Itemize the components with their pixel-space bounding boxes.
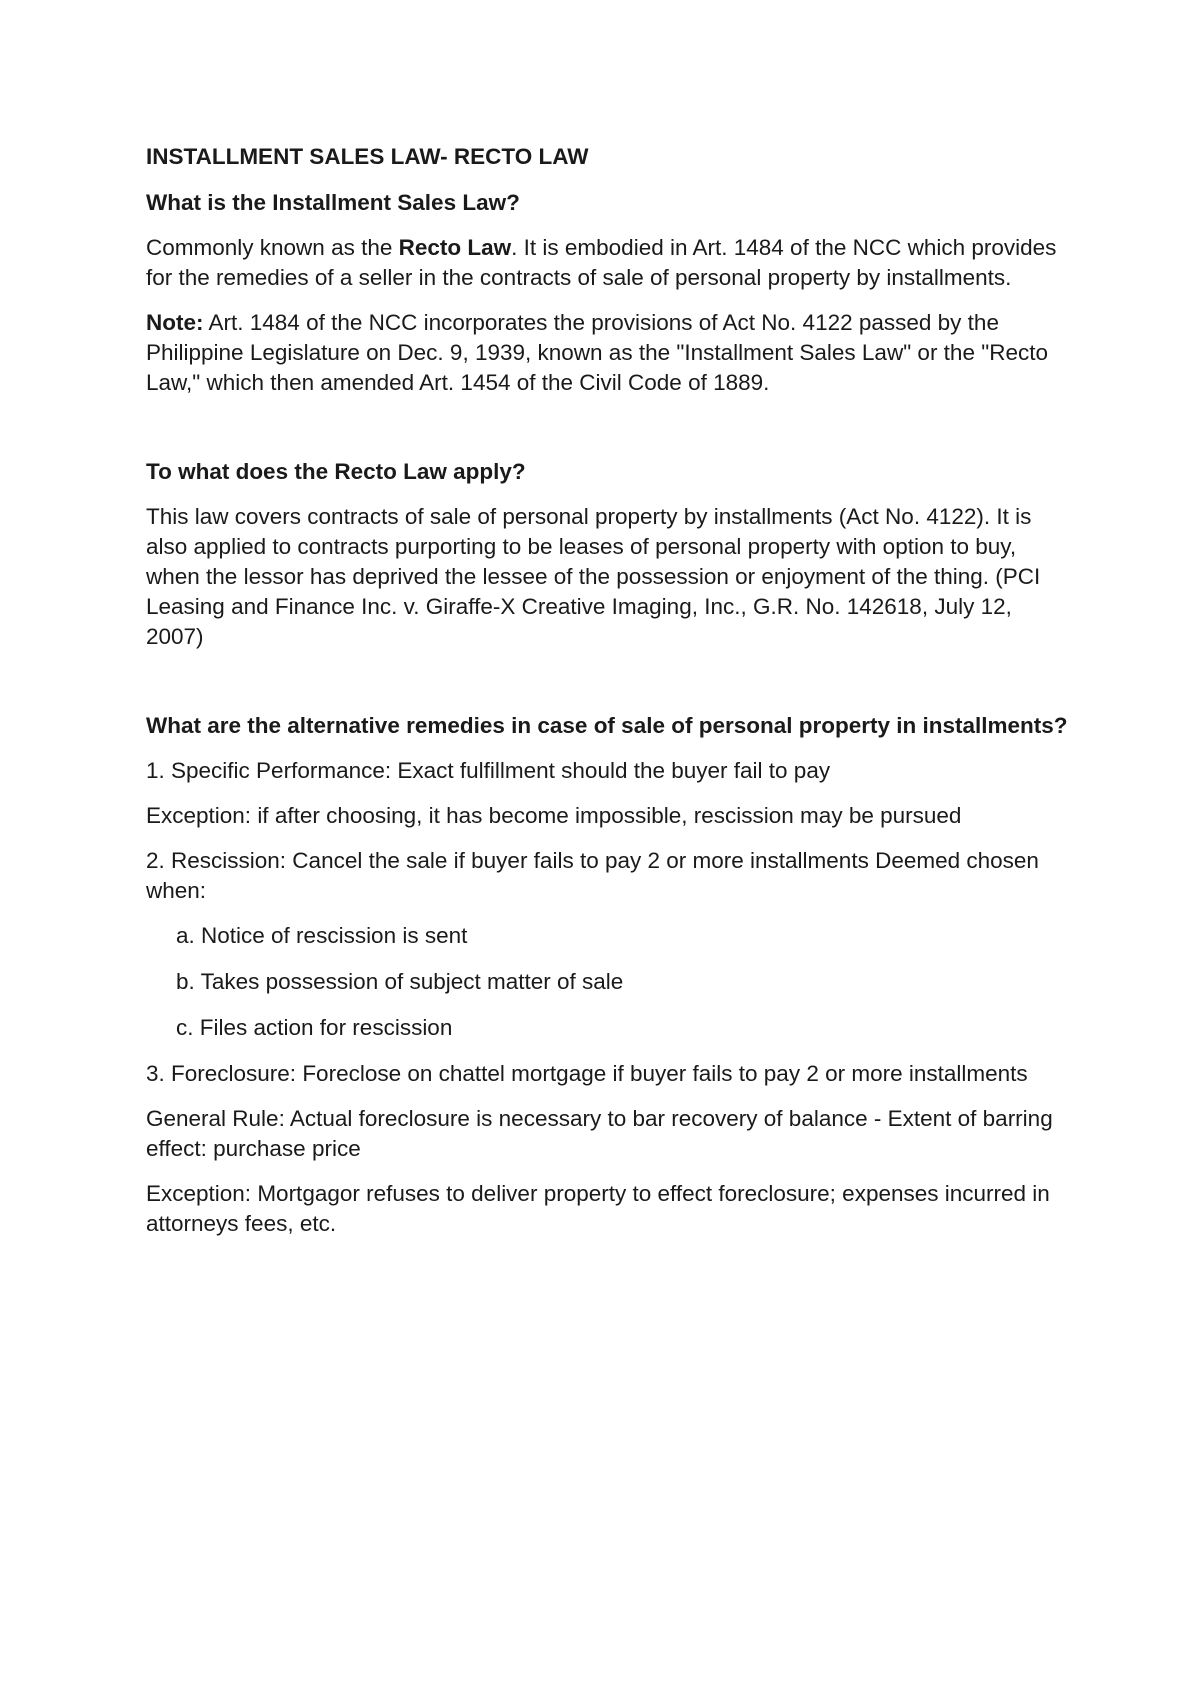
remedy-2-sublist [146, 921, 1071, 1043]
remedy-3: 3. Foreclosure: Foreclose on chattel mortgage if buyer fails to pay 2 or more installments [146, 1061, 1028, 1086]
spacer [146, 413, 1071, 457]
section-3-heading: What are the alternative remedies in case of sale of personal property in installments? [146, 713, 1068, 738]
section-1-heading: What is the Installment Sales Law? [146, 190, 520, 215]
document-title: INSTALLMENT SALES LAW- RECTO LAW [146, 144, 589, 169]
section-2-paragraph: This law covers contracts of sale of personal property by installments (Act No. 4122). It is also applied to contracts purporting to be leases of personal property with option to buy, when the lessor has deprived the lessee of the possession or enjoyment of the thing. (PCI Leasing and Finance Inc. v. Giraffe-X Creative Imaging, Inc., G.R. No. 142618, July 12, 2007) [146, 504, 1041, 649]
remedy-3-exception: Exception: Mortgagor refuses to deliver property to effect foreclosure; expenses incurred in attorneys fees, etc. [146, 1181, 1050, 1236]
list-item: c. Files action for rescission [176, 1015, 453, 1040]
remedy-3-general-rule: General Rule: Actual foreclosure is necessary to bar recovery of balance - Extent of barring effect: purchase price [146, 1106, 1053, 1161]
recto-law-bold: Recto Law [398, 235, 512, 260]
list-item: b. Takes possession of subject matter of sale [176, 969, 624, 994]
spacer [146, 667, 1071, 711]
remedy-1-exception: Exception: if after choosing, it has become impossible, rescission may be pursued [146, 803, 962, 828]
para-text: . It is embodied in Art. 1484 of the NCC which provides for the remedies of a seller in the contracts of sale of personal property by installments. [146, 235, 1057, 290]
list-item: a. Notice of rescission is sent [176, 923, 468, 948]
section-1-paragraph [146, 233, 1071, 293]
note-text: Art. 1484 of the NCC incorporates the provisions of Act No. 4122 passed by the Philippine Legislature on Dec. 9, 1939, known as the "Installment Sales Law" or the "Recto Law," which then amended Art. 1454 of the Civil Code of 1889. [146, 310, 1048, 395]
section-2-heading: To what does the Recto Law apply? [146, 459, 526, 484]
para-text: Commonly known as the [146, 235, 399, 260]
note-paragraph [146, 308, 1071, 398]
remedy-2: 2. Rescission: Cancel the sale if buyer fails to pay 2 or more installments Deemed chosen when: [146, 848, 1039, 903]
document-body [146, 142, 1071, 1254]
note-label: Note: [146, 310, 204, 335]
remedy-1: 1. Specific Performance: Exact fulfillment should the buyer fail to pay [146, 758, 831, 783]
